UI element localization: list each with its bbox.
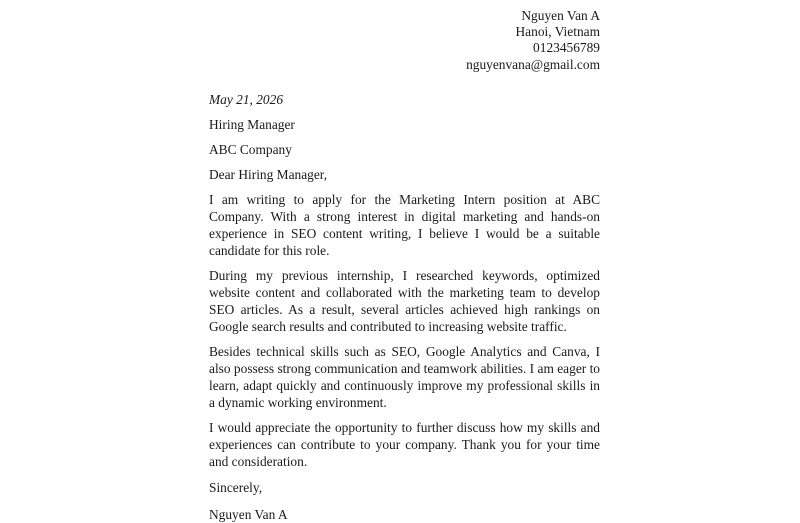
body-paragraph-skills: Besides technical skills such as SEO, Google Analytics and Canva, I also possess strong communication and teamwork abilities. I am eager to learn, adapt quickly and continuously improve my professional skills in a dynamic working environment. xyxy=(209,343,600,410)
sender-address: Hanoi, Vietnam xyxy=(515,24,600,40)
signature-name: Nguyen Van A xyxy=(209,506,288,522)
body-paragraph-experience: During my previous internship, I researched keywords, optimized website content and collaborated with the marketing team to develop SEO articles. As a result, several articles achieved high rankings on Google search results and contributed to increasing website traffic. xyxy=(209,267,600,334)
recipient-title: Hiring Manager xyxy=(209,116,295,132)
salutation: Dear Hiring Manager, xyxy=(209,166,328,182)
letter-date: May 21, 2026 xyxy=(209,91,284,107)
sender-email: nguyenvana@gmail.com xyxy=(466,56,600,72)
recipient-company: ABC Company xyxy=(209,141,292,157)
body-paragraph-intro: I am writing to apply for the Marketing Intern position at ABC Company. With a strong interest in digital marketing and hands-on experience in SEO content writing, I believe I would be a suitable candidate for this role. xyxy=(209,191,600,258)
closing-phrase: Sincerely, xyxy=(209,479,263,495)
sender-phone: 0123456789 xyxy=(533,40,600,56)
body-paragraph-closing: I would appreciate the opportunity to further discuss how my skills and experiences can contribute to your company. Thank you for your time and consideration. xyxy=(209,419,600,469)
sender-name: Nguyen Van A xyxy=(521,8,600,23)
cover-letter xyxy=(209,8,600,523)
sender-block xyxy=(209,8,600,73)
